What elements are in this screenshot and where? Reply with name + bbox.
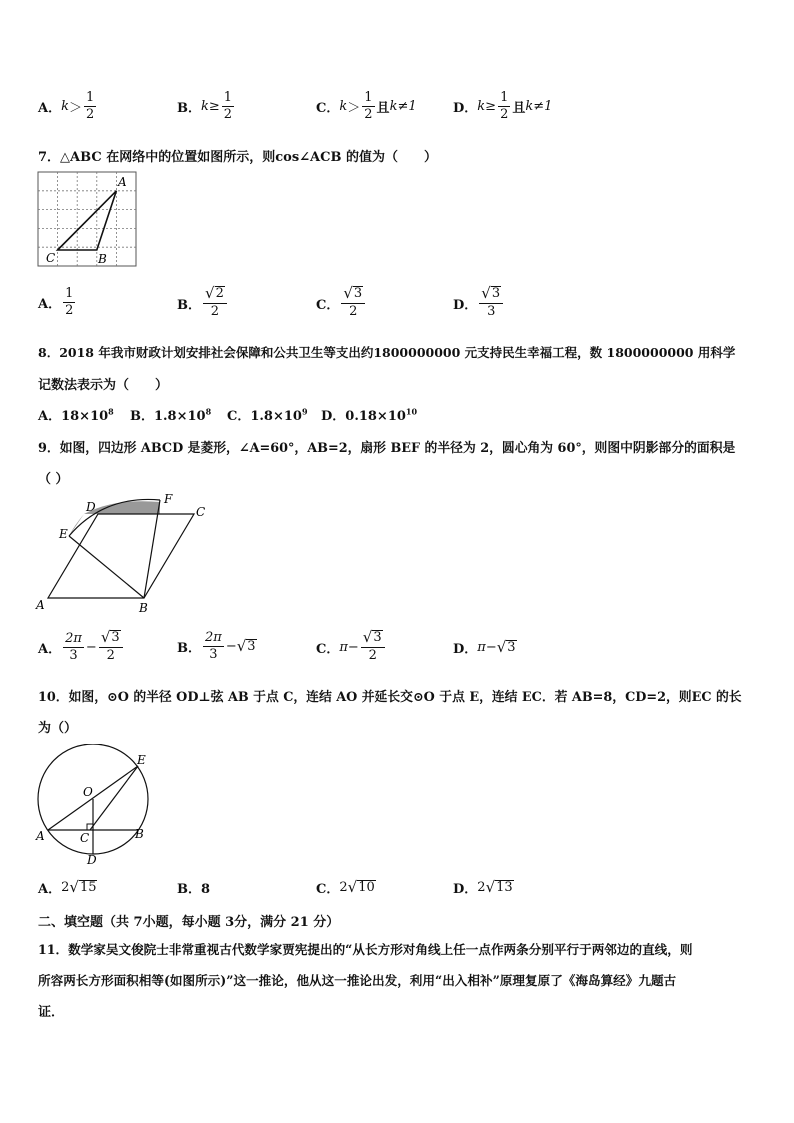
q8-option-b: B．$1.8\times 10^8$: [130, 406, 212, 424]
fraction: $\frac{1}{2}$: [86, 90, 95, 122]
segment-ec: [90, 766, 138, 830]
fraction: √ 3 3: [479, 286, 503, 320]
segment-bf: [144, 500, 160, 598]
fraction: $\frac{1}{2}$: [65, 286, 74, 318]
q8-stem-line1: 8．2018 年我市财政计划安排社会保障和公共卫生等支出约1800000000 元支持民生幸福工程，数 1800000000 用科学: [38, 345, 736, 360]
label-a: A: [36, 598, 45, 612]
fraction: $\frac{2\pi}{3}$: [65, 630, 82, 663]
q9-option-d: D． π− √ 3: [453, 638, 516, 657]
q6-option-b: B． k ≥ $\frac{1}{2}$: [177, 90, 233, 122]
label-b: B: [135, 827, 144, 841]
q7-option-c: C． √ 3 2: [316, 286, 367, 320]
label-e: E: [59, 527, 68, 541]
q11-line2: 所容两长方形面积相等(如图所示)”这一推论，他从这一推论出发，利用“出入相补”原理复原了《海岛算经》九题古: [38, 973, 677, 988]
fraction: $\frac{1}{2}$: [223, 90, 233, 122]
q10-stem-line2: 为（）: [38, 721, 78, 736]
label-d: D: [87, 853, 97, 867]
q9-option-c: C． π− √ 3 2: [316, 630, 387, 664]
q8-option-d: D．$0.18\times 10^{10}$: [321, 406, 418, 424]
label-c: C: [46, 251, 56, 265]
q8-stem-line2: 记数法表示为（ ）: [38, 378, 169, 393]
fraction: $\frac{2\pi}{3}$: [205, 630, 222, 662]
q7-option-d: D． √ 3 3: [453, 286, 505, 320]
q9-option-a: A． $\frac{2\pi}{3}$ − √ 3 2: [38, 630, 125, 664]
q10-stem-line1: 10．如图，⊙O 的半径 OD⊥弦 AB 于点 C，连结 AO 并延长交⊙O 于点 E，连结 EC．若 AB=8，CD=2，则EC 的长: [38, 690, 742, 705]
q9-stem-line2: （ ）: [38, 472, 69, 487]
q10-option-c: C． 2 √ 10: [316, 878, 375, 897]
label-a: A: [118, 175, 127, 189]
q10-option-a: A． 2 √ 15: [38, 878, 97, 897]
label-c: C: [196, 505, 206, 519]
segment-be: [69, 536, 144, 598]
q11-line1: 11．数学家吴文俊院士非常重视古代数学家贾宪提出的“从长方形对角线上任一点作两条分别平行于两邻边的直线，则: [38, 942, 693, 957]
q10-option-b: B．8: [177, 882, 211, 897]
q7-option-b: B． √ 2 2: [177, 286, 229, 320]
fraction: √ 3 2: [341, 286, 365, 320]
fraction: $\frac{1}{2}$: [364, 90, 373, 122]
section-heading: 二、填空题（共 7小题，每小题 3分，满分 21 分）: [38, 915, 340, 930]
fraction: √ 3 2: [361, 630, 385, 664]
q7-option-a: A． $\frac{1}{2}$: [38, 286, 74, 318]
fraction: √ 2 2: [203, 286, 227, 320]
fraction: √ 3 2: [99, 630, 123, 664]
q8-option-c: C．$1.8\times 10^9$: [227, 406, 308, 424]
q6-option-d: D． k ≥ $\frac{1}{2}$ 且 k≠1: [453, 90, 553, 122]
rhombus-abcd: [48, 514, 194, 598]
q10-circle-figure: [34, 744, 156, 870]
q8-option-a: A．$18\times 10^8$: [38, 406, 114, 424]
label-e: E: [137, 753, 146, 767]
q9-rhombus-figure: [34, 490, 224, 614]
label-a: A: [36, 829, 45, 843]
label-o: O: [83, 785, 93, 799]
fraction: $\frac{1}{2}$: [500, 90, 509, 122]
q11-line3: 证．: [38, 1005, 65, 1020]
q6-option-a: A． k ＞ $\frac{1}{2}$: [38, 90, 95, 122]
q9-stem-line1: 9．如图，四边形 ABCD 是菱形，∠A=60°，AB=2，扇形 BEF 的半径为 2，圆心角为 60°，则图中阴影部分的面积是: [38, 441, 736, 456]
label-b: B: [139, 601, 148, 614]
q10-option-d: D． 2 √ 13: [453, 878, 513, 897]
q9-option-b: B． $\frac{2\pi}{3}$ − √ 3: [177, 630, 256, 662]
label-d: D: [86, 500, 96, 514]
q6-option-c: C． k ＞ $\frac{1}{2}$ 且 k≠1: [316, 90, 417, 122]
label-f: F: [164, 492, 173, 506]
label-b: B: [98, 252, 107, 266]
q7-stem: 7．△ABC 在网络中的位置如图所示，则cos∠ACB 的值为（ ）: [38, 150, 437, 165]
q7-grid-figure: [36, 170, 140, 270]
triangle-abc: [58, 191, 117, 250]
label-c: C: [80, 831, 90, 845]
